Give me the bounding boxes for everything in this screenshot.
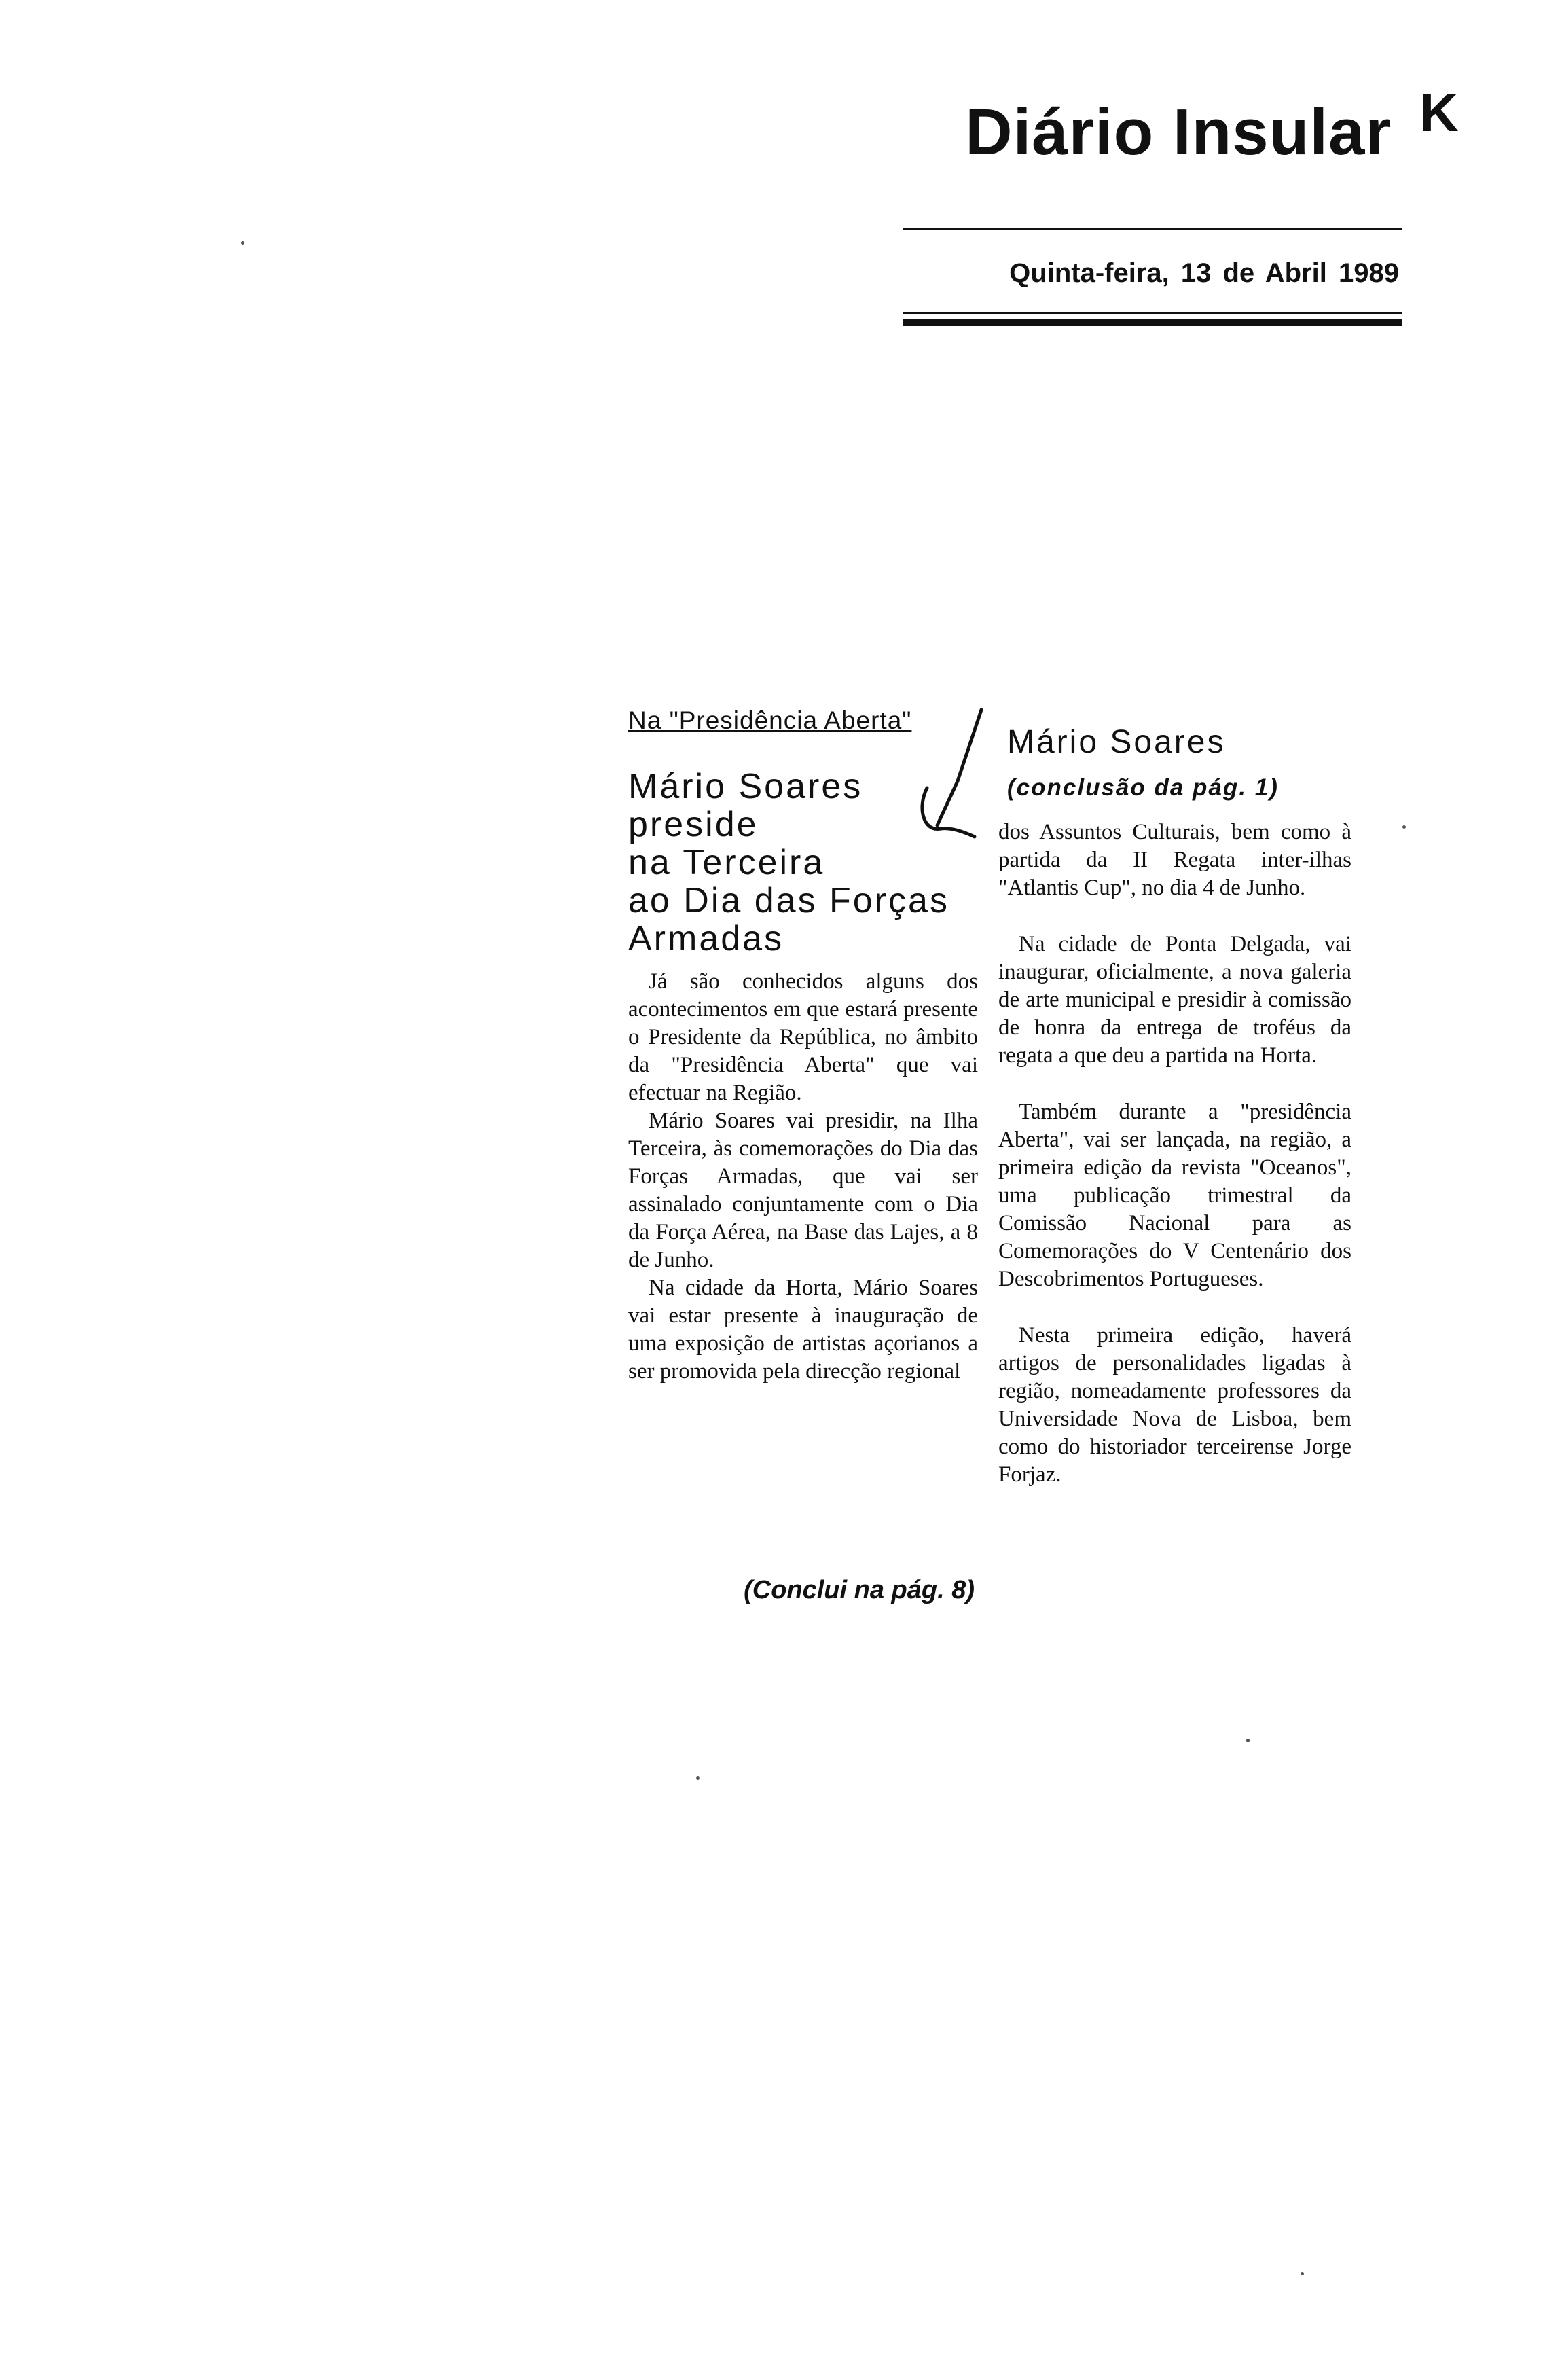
scan-speck: [1301, 2272, 1304, 2275]
headline-line: preside: [628, 805, 759, 844]
scan-speck: [1402, 825, 1406, 829]
paragraph: Na cidade de Ponta Delgada, vai inaugurar, oficialmente, a nova galeria de arte municipal e presidir à comissão de honra da entrega de troféus da regata a que deu a partida na Horta.: [998, 932, 1351, 1068]
scan-speck: [1246, 1739, 1250, 1742]
scan-speck: [696, 1776, 700, 1780]
masthead-top-rule: [903, 228, 1402, 230]
article-kicker: Na "Presidência Aberta": [628, 706, 912, 734]
headline-line: na Terceira: [628, 843, 825, 882]
paragraph: Mário Soares vai presidir, na Ilha Terceira, às comemorações do Dia das Forças Armadas, que vai ser assinalado conjuntamente com o Dia da Força Aérea, na Base das Lajes, a 8 de Junho.: [628, 1108, 978, 1272]
corner-mark: K: [1419, 82, 1459, 143]
dateline: Quinta-feira, 13 de Abril 1989: [1009, 258, 1399, 288]
paragraph: Nesta primeira edição, haverá artigos de personalidades ligadas à região, nomeadamente professores da Universidade Nova de Lisboa, bem como do historiador terceirense Jorge Forjaz.: [998, 1323, 1351, 1487]
continued-article-body: [998, 818, 1351, 1517]
headline-line: Armadas: [628, 919, 784, 958]
paragraph: dos Assuntos Culturais, bem como à partida da II Regata inter-ilhas "Atlantis Cup", no dia 4 de Junho.: [998, 820, 1351, 900]
paragraph: Também durante a "presidência Aberta", vai ser lançada, na região, a primeira edição da revista "Oceanos", uma publicação trimestral da Comissão Nacional para as Comemorações do V Centenário dos Descobrimentos Portugueses.: [998, 1100, 1351, 1291]
masthead-bottom-rule-thick: [903, 319, 1402, 326]
continued-article-subtitle: (conclusão da pág. 1): [1007, 774, 1279, 801]
headline-line: Mário Soares: [628, 767, 863, 806]
masthead-bottom-rule-thin: [903, 312, 1402, 314]
newspaper-title: Diário Insular: [965, 96, 1392, 168]
paragraph: Já são conhecidos alguns dos acontecimentos em que estará presente o Presidente da República, no âmbito da "Presidência Aberta" que vai efectuar na Região.: [628, 969, 978, 1105]
paragraph: Na cidade da Horta, Mário Soares vai estar presente à inauguração de uma exposição de artistas açorianos a ser promovida pela direcção regional: [628, 1276, 978, 1384]
continued-article-title: Mário Soares: [1007, 724, 1226, 760]
article-body: [628, 968, 978, 1386]
handwritten-check-mark: [910, 706, 985, 842]
headline-line: ao Dia das Forças: [628, 881, 949, 920]
scan-speck: [241, 241, 244, 245]
continuation-note: (Conclui na pág. 8): [744, 1576, 975, 1604]
